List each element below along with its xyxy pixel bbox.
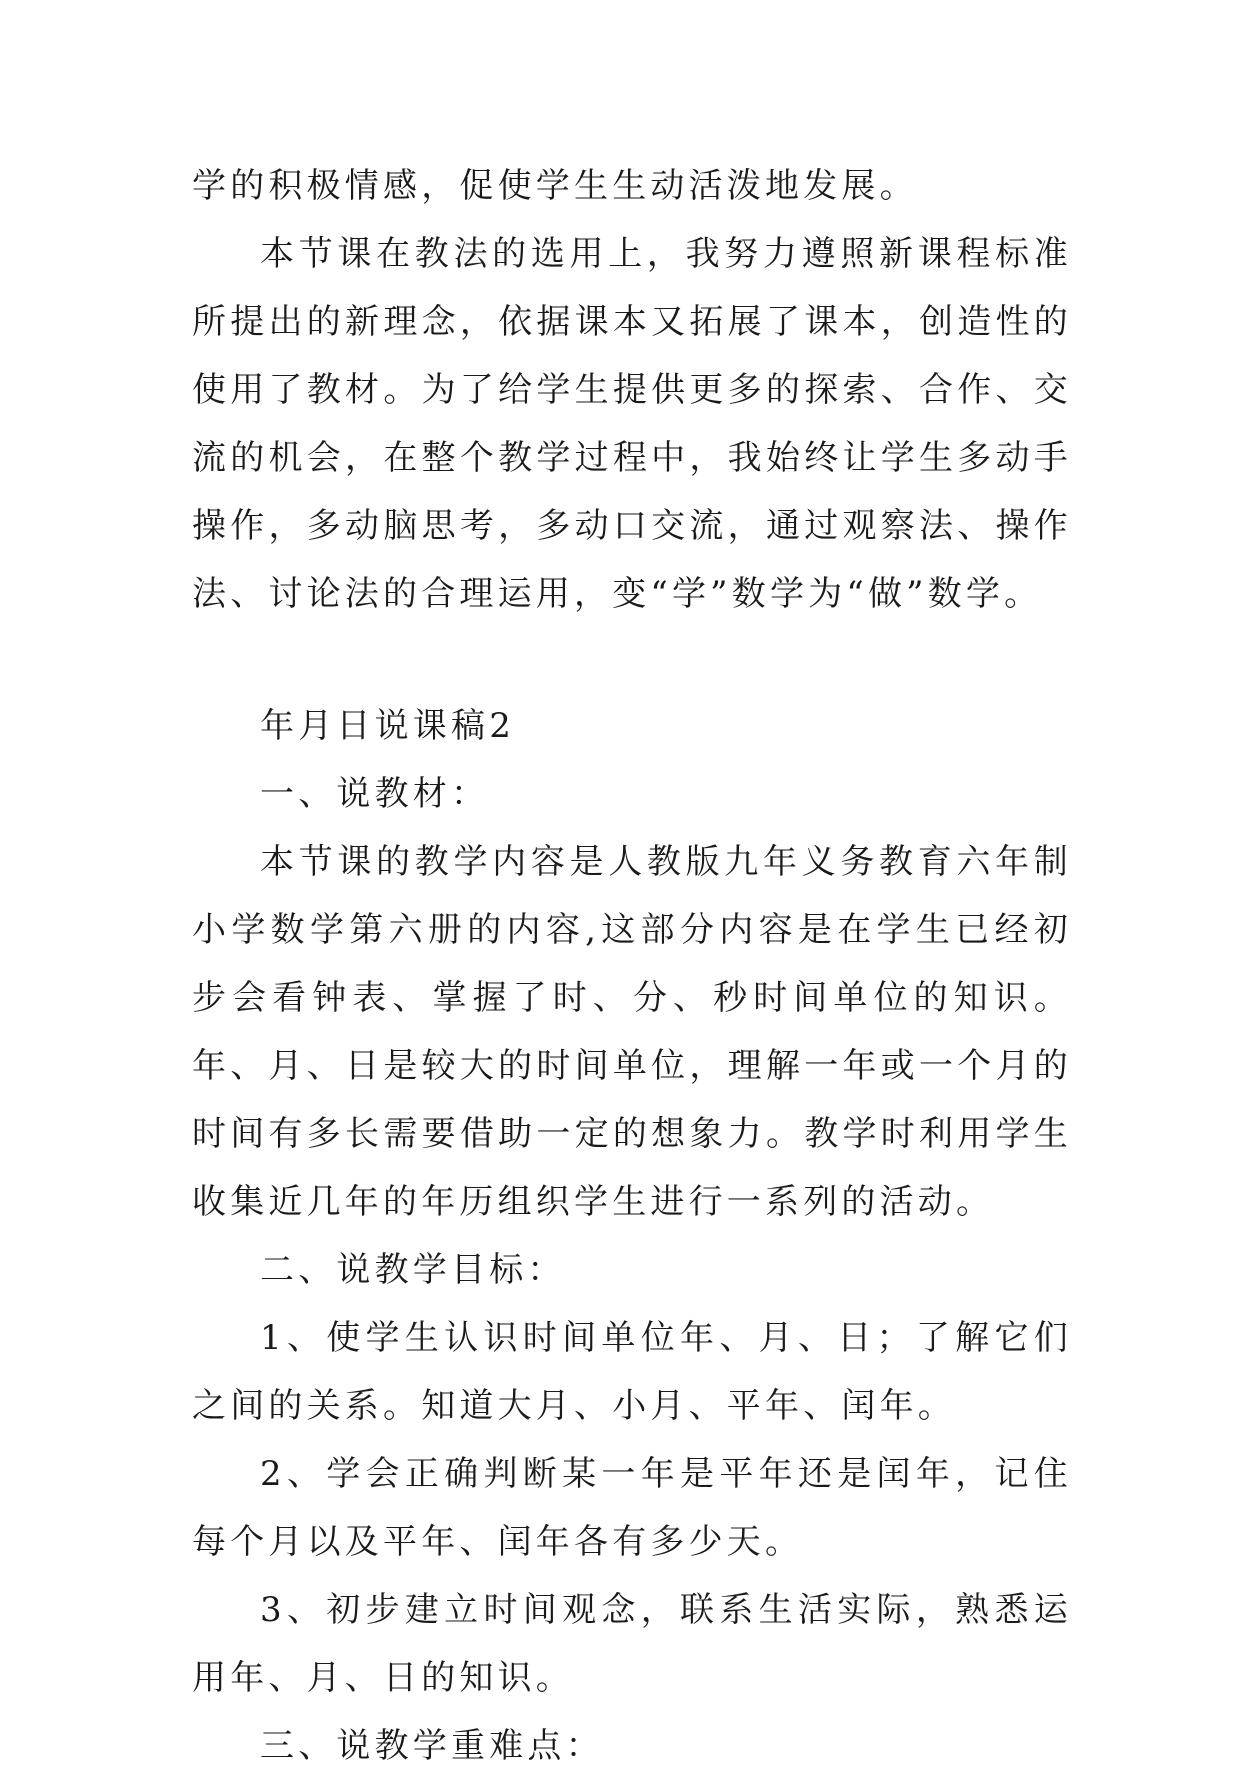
paragraph-textbook: 本节课的教学内容是人教版九年义务教育六年制小学数学第六册的内容,这部分内容是在学生已经初步会看钟表、掌握了时、分、秒时间单位的知识。年、月、日是较大的时间单位，理解一年或一个月的时间有多长需要借助一定的想象力。教学时利用学生收集近几年的年历组织学生进行一系列的活动。 bbox=[192, 842, 1072, 1222]
objective-2: 2、学会正确判断某一年是平年还是闰年，记住每个月以及平年、闰年各有多少天。 bbox=[192, 1454, 1072, 1562]
heading-textbook: 一、说教材： bbox=[260, 774, 490, 814]
paragraph-teaching-method: 本节课在教法的选用上，我努力遵照新课程标准所提出的新理念，依据课本又拓展了课本，创造性的使用了教材。为了给学生提供更多的探索、合作、交流的机会，在整个教学过程中，我始终让学生多动手操作，多动脑思考，多动口交流，通过观察法、操作法、讨论法的合理运用，变“学”数学为“做”数学。 bbox=[192, 234, 1072, 614]
section-title: 年月日说课稿2 bbox=[260, 706, 516, 746]
objective-1: 1、使学生认识时间单位年、月、日；了解它们之间的关系。知道大月、小月、平年、闰年。 bbox=[192, 1318, 1072, 1426]
heading-key-points: 三、说教学重难点： bbox=[260, 1726, 604, 1766]
paragraph-intro-continuation: 学的积极情感，促使学生生动活泼地发展。 bbox=[192, 166, 918, 206]
heading-objectives: 二、说教学目标： bbox=[260, 1250, 566, 1290]
document-page bbox=[192, 152, 1072, 1780]
objective-3: 3、初步建立时间观念，联系生活实际，熟悉运用年、月、日的知识。 bbox=[192, 1590, 1072, 1698]
